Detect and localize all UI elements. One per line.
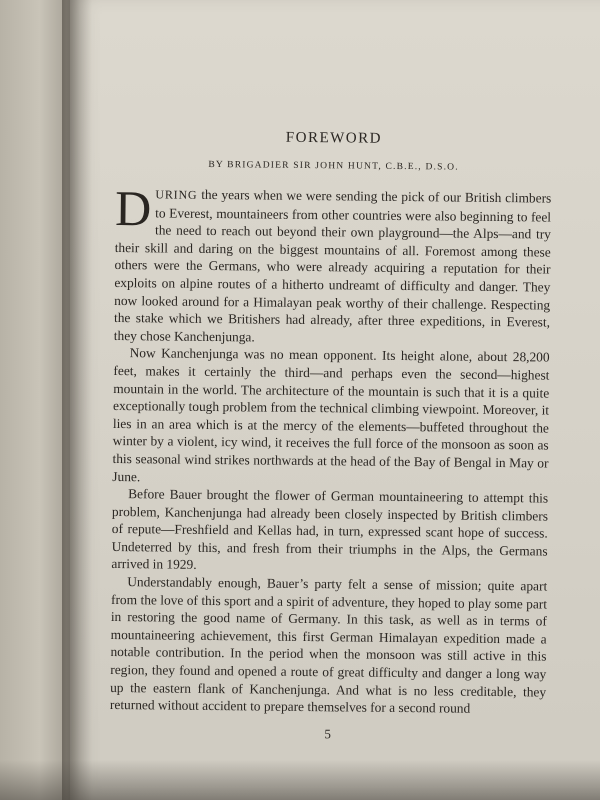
book-page	[70, 0, 600, 800]
bottom-shadow	[0, 760, 600, 800]
paragraph-1-text: the years when we were sending the pick of our British climbers to Everest, mountaineers from other countries were also beginning to feel the need to reach out beyond their own playground—the Alps—and try their skill and daring on the biggest mountains of all. Foremost among these others were the Germans, who were already acquiring a reputation for their exploits on alpine routes of a hitherto undreamt of difficulty and danger. They now looked around for a Himalayan peak worthy of their challenge. Respecting the stake which we Britishers had already, after three expeditions, in Everest, they chose Kanchenjunga.	[113, 186, 552, 345]
paragraph-3: Before Bauer brought the flower of German mountaineering to attempt this problem, Kanchenjunga had already been closely inspected by British climbers of repute—Freshfield and Kellas had, in turn, expressed scant hope of success. Undeterred by this, and fresh from their triumphs in the Alps, the Germans arrived in 1929.	[111, 486, 549, 573]
paragraph-1	[113, 179, 552, 349]
paragraph-4: Understandably enough, Bauer’s party felt a sense of mission; quite apart from the love of this sport and a spirit of adventure, they hoped to play some part in restoring the good name of Germany. In this task, as well as in terms of mountaineering achievement, this first German Himalayan expedition made a notable contribution. In the period when the monsoon was still active in this region, they found and opened a route of great difficulty and danger a long way up the eastern flank of Kanchenjunga. And what is no less creditable, they returned without accident to prepare themselves for a second round	[109, 574, 548, 716]
drop-cap: D	[114, 179, 152, 237]
author-byline: BY BRIGADIER SIR JOHN HUNT, C.B.E., D.S.O.	[208, 159, 459, 173]
book-gutter-shadow	[62, 0, 92, 800]
page-content	[110, 128, 552, 744]
page-title: FOREWORD	[285, 129, 383, 147]
paragraph-2: Now Kanchenjunga was no mean opponent. Its height alone, about 28,200 feet, makes it certainly the third—and perhaps even the second—highest mountain in the world. The architecture of the mountain is such that it is a quite exceptionally tough problem from the technical climbing viewpoint. Moreover, it lies in an area which is at the mercy of the elements—buffeted throughout the winter by a violent, icy wind, it receives the full force of the monsoon as soon as this seasonal wind strikes northwards at the head of the Bay of Bengal in May or June.	[112, 345, 550, 484]
page-number: 5	[324, 726, 331, 742]
first-word-smallcaps: URING	[155, 187, 198, 202]
